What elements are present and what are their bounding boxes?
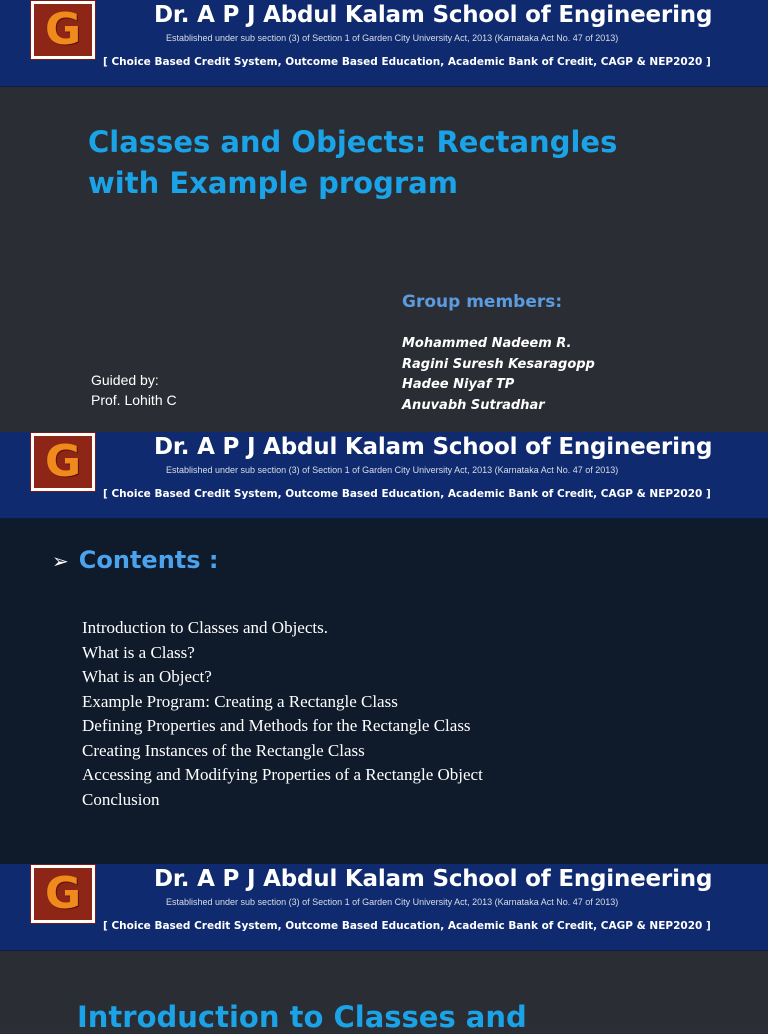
introduction-title: Introduction to Classes and — [77, 1000, 527, 1034]
presentation-title — [88, 122, 688, 204]
school-tags: [ Choice Based Credit System, Outcome Based Education, Academic Bank of Credit, CAGP & NEP2020 ] — [103, 56, 711, 68]
school-name: Dr. A P J Abdul Kalam School of Engineering — [154, 2, 713, 28]
contents-item: Accessing and Modifying Properties of a Rectangle Object — [82, 765, 483, 784]
school-tags: [ Choice Based Credit System, Outcome Based Education, Academic Bank of Credit, CAGP & NEP2020 ] — [103, 920, 711, 932]
member-item: Anuvabh Sutradhar — [402, 397, 545, 413]
school-tags: [ Choice Based Credit System, Outcome Based Education, Academic Bank of Credit, CAGP & NEP2020 ] — [103, 488, 711, 500]
college-header — [0, 0, 768, 87]
guide-block — [91, 370, 177, 410]
group-members-list — [402, 334, 595, 416]
school-subtitle: Established under sub section (3) of Section 1 of Garden City University Act, 2013 (Karnataka Act No. 47 of 2013) — [166, 33, 619, 43]
contents-item: Defining Properties and Methods for the Rectangle Class — [82, 716, 471, 735]
member-item: Mohammed Nadeem R. — [402, 336, 572, 351]
contents-heading-text: Contents : — [78, 546, 219, 574]
arrow-bullet-icon: ➢ — [52, 549, 69, 573]
college-header — [0, 432, 768, 519]
contents-heading — [52, 546, 219, 574]
member-item: Ragini Suresh Kesaragopp — [402, 356, 595, 372]
school-subtitle: Established under sub section (3) of Section 1 of Garden City University Act, 2013 (Karnataka Act No. 47 of 2013) — [166, 465, 619, 475]
logo-letter: G — [44, 436, 82, 487]
contents-item: Introduction to Classes and Objects. — [82, 618, 328, 637]
college-logo — [30, 432, 96, 492]
college-logo — [30, 864, 96, 924]
college-header — [0, 864, 768, 951]
member-item: Hadee Niyaf TP — [402, 377, 515, 392]
contents-item: Example Program: Creating a Rectangle Class — [82, 691, 398, 711]
slide-title — [0, 0, 768, 432]
contents-item: What is an Object? — [82, 667, 212, 686]
school-name: Dr. A P J Abdul Kalam School of Engineering — [154, 434, 713, 460]
school-subtitle: Established under sub section (3) of Section 1 of Garden City University Act, 2013 (Karnataka Act No. 47 of 2013) — [166, 897, 619, 907]
logo-letter: G — [44, 4, 82, 55]
contents-item: Creating Instances of the Rectangle Class — [82, 740, 365, 760]
title-line-1: Classes and Objects: Rectangles — [88, 125, 618, 159]
college-logo — [30, 0, 96, 60]
school-name: Dr. A P J Abdul Kalam School of Engineering — [154, 866, 713, 892]
guide-name: Prof. Lohith C — [91, 392, 177, 408]
contents-item: What is a Class? — [82, 642, 195, 662]
guided-by-label: Guided by: — [91, 372, 159, 388]
contents-item: Conclusion — [82, 789, 160, 809]
group-members-heading: Group members: — [402, 292, 563, 312]
logo-letter: G — [44, 868, 82, 919]
title-line-2: with Example program — [88, 166, 458, 200]
contents-list — [82, 616, 483, 812]
